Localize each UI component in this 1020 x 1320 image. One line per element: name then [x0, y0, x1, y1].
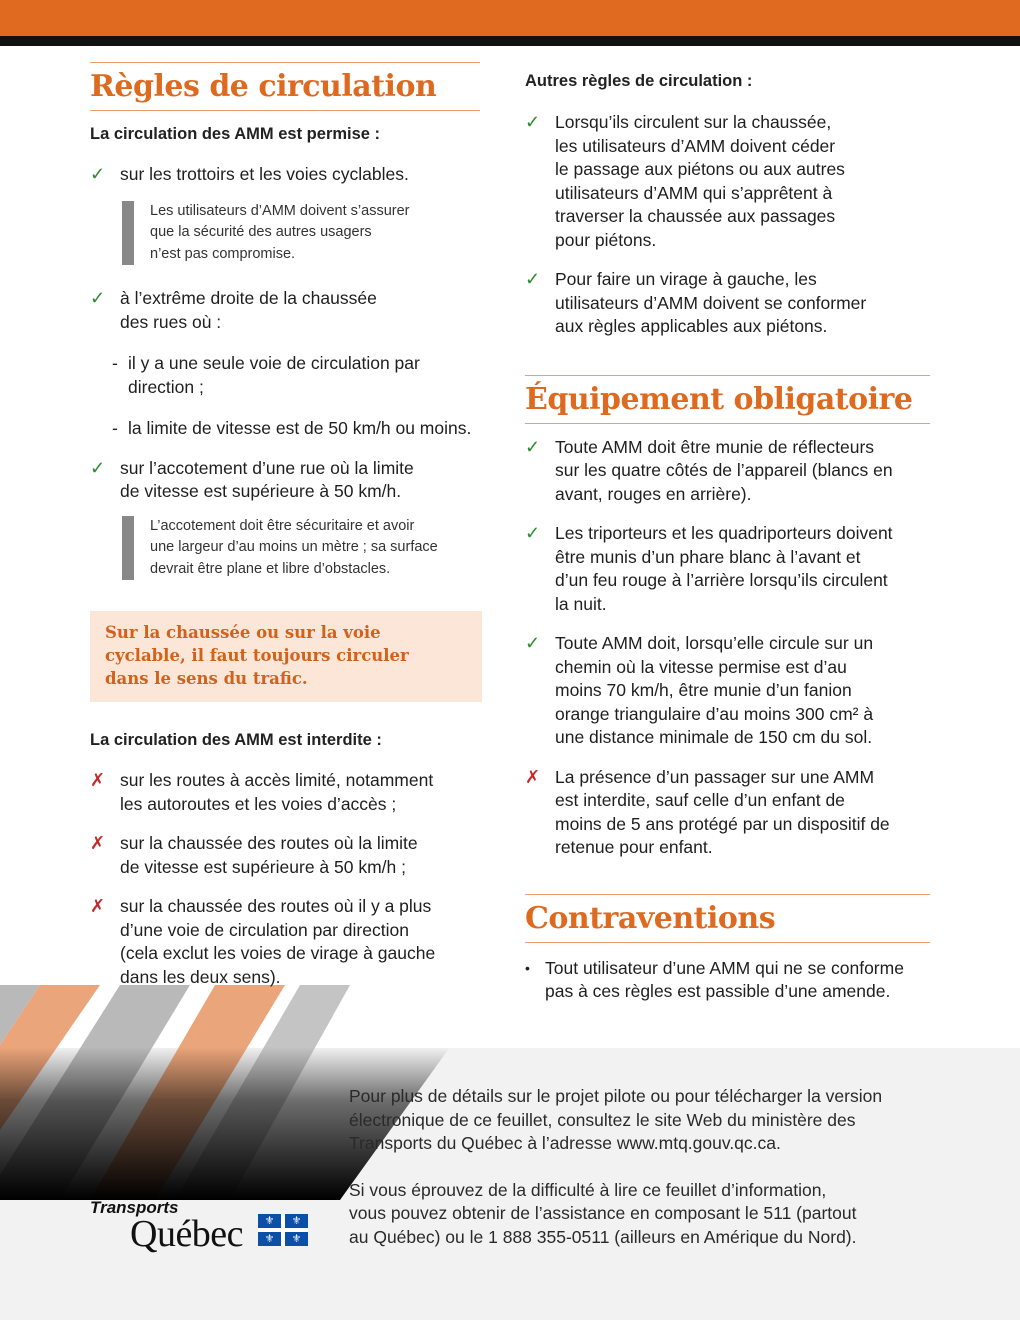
left-column — [90, 62, 530, 989]
check-icon: ✓ — [90, 457, 106, 478]
section-equipment-header — [525, 375, 930, 424]
check-icon: ✓ — [525, 436, 541, 457]
offense-item-1: • Tout utilisateur d’une AMM qui ne se conforme pas à ces règles est passible d’une amende. — [525, 957, 904, 1001]
dash-icon: - — [112, 418, 118, 438]
dash-icon: - — [112, 353, 118, 373]
check-icon: ✓ — [525, 523, 541, 543]
section-title-rules: Règles de circulation — [90, 69, 437, 104]
allowed-heading: La circulation des AMM est permise : — [90, 125, 381, 143]
check-icon: ✓ — [525, 633, 541, 653]
note-block-1: Les utilisateurs d’AMM doivent s’assurer que la sécurité des autres usagers n’est pas compromise. — [122, 201, 530, 266]
logo-line-2: Québec — [130, 1213, 244, 1255]
equipment-item-2: ✓ Les triporteurs et les quadriporteurs doivent être munis d’un phare blanc à l’avant et d’un feu rouge à l’arrière lorsqu’ils circulent la nuit. — [525, 523, 893, 614]
forbidden-item-2: ✗ sur la chaussée des routes où la limite de vitesse est supérieure à 50 km/h ; — [90, 833, 418, 877]
equipment-item-3: ✓ Toute AMM doit, lorsqu’elle circule sur un chemin où la vitesse permise est d’au moins 70 km/h, être munie d’un fanion orange triangulaire d’au moins 300 cm² à une distance minimale de 150 cm du sol. — [525, 633, 874, 747]
section-title-equipment: Équipement obligatoire — [525, 381, 913, 417]
other-rule-item-2: ✓ Pour faire un virage à gauche, les utilisateurs d’AMM doivent se conformer aux règles applicables aux piétons. — [525, 269, 867, 336]
footer-paragraph-2: Si vous éprouvez de la difficulté à lire ce feuillet d’information, vous pouvez obtenir de l’assistance en composant le 511 (partout au Québec) ou le 1 888 355-0511 (ailleurs en Amérique du Nord). — [349, 1179, 857, 1247]
cross-icon: ✗ — [90, 896, 106, 916]
check-icon: ✓ — [90, 164, 106, 184]
section-offenses-header — [525, 894, 930, 943]
equipment-item-4: ✗ La présence d’un passager sur une AMM est interdite, sauf celle d’un enfant de moins de 5 ans protégé par un dispositif de retenue pour enfant. — [525, 766, 890, 857]
allowed-item-3: ✓ sur l’accotement d’une rue où la limite de vitesse est supérieure à 50 km/h. — [90, 457, 414, 501]
footer-paragraph-1: Pour plus de détails sur le projet pilote ou pour télécharger la version électronique de ce feuillet, consultez le site Web du ministère des Transports du Québec à l’adresse www.mtq.gouv.qc.ca. — [349, 1086, 883, 1153]
bullet-icon: • — [525, 959, 530, 976]
fleur-de-lis-flag-icon: ⚜ ⚜ ⚜ ⚜ — [258, 1214, 308, 1246]
equipment-item-1: ✓ Toute AMM doit être munie de réflecteurs sur les quatre côtés de l’appareil (blancs en avant, rouges en arrière). — [525, 436, 893, 504]
section-title-offenses: Contraventions — [525, 900, 776, 936]
forbidden-item-3: ✗ sur la chaussée des routes où il y a plus d’une voie de circulation par direction (cela exclut les voies de virage à gauche dans les deux sens). — [90, 896, 436, 987]
cross-icon: ✗ — [525, 766, 541, 787]
logo-line-1: Transports — [90, 1198, 179, 1217]
forbidden-item-1: ✗ sur les routes à accès limité, notamment les autoroutes et les voies d’accès ; — [90, 770, 434, 814]
allowed-item-2: ✓ à l’extrême droite de la chaussée des rues où : — [90, 288, 377, 332]
sub-item-2: - la limite de vitesse est de 50 km/h ou moins. — [90, 417, 568, 441]
allowed-item-1: ✓ sur les trottoirs et les voies cyclables. — [90, 163, 530, 187]
footer-info — [349, 1085, 989, 1272]
transports-quebec-logo — [90, 1198, 330, 1258]
section-rules-header — [90, 62, 480, 111]
top-orange-bar — [0, 0, 1020, 36]
other-rules-heading: Autres règles de circulation : — [525, 72, 753, 90]
forbidden-heading: La circulation des AMM est interdite : — [90, 731, 382, 749]
callout-box: Sur la chaussée ou sur la voie cyclable, il faut toujours circuler dans le sens du trafic. — [90, 611, 482, 702]
check-icon: ✓ — [90, 288, 106, 308]
sub-item-1: - il y a une seule voie de circulation par direction ; — [112, 353, 420, 397]
other-rule-item-1: ✓ Lorsqu’ils circulent sur la chaussée, les utilisateurs d’AMM doivent céder le passage aux piétons ou aux autres utilisateurs d’AMM qui s’apprêtent à traverser la chaussée aux passages pour piétons. — [525, 112, 845, 250]
note-block-2: L’accotement doit être sécuritaire et avoir une largeur d’au moins un mètre ; sa surface devrait être plane et libre d’obstacles. — [122, 516, 530, 581]
check-icon: ✓ — [525, 112, 541, 132]
right-column — [525, 72, 965, 1004]
top-black-line — [0, 36, 1020, 46]
cross-icon: ✗ — [90, 770, 106, 790]
check-icon: ✓ — [525, 269, 541, 289]
cross-icon: ✗ — [90, 833, 106, 853]
